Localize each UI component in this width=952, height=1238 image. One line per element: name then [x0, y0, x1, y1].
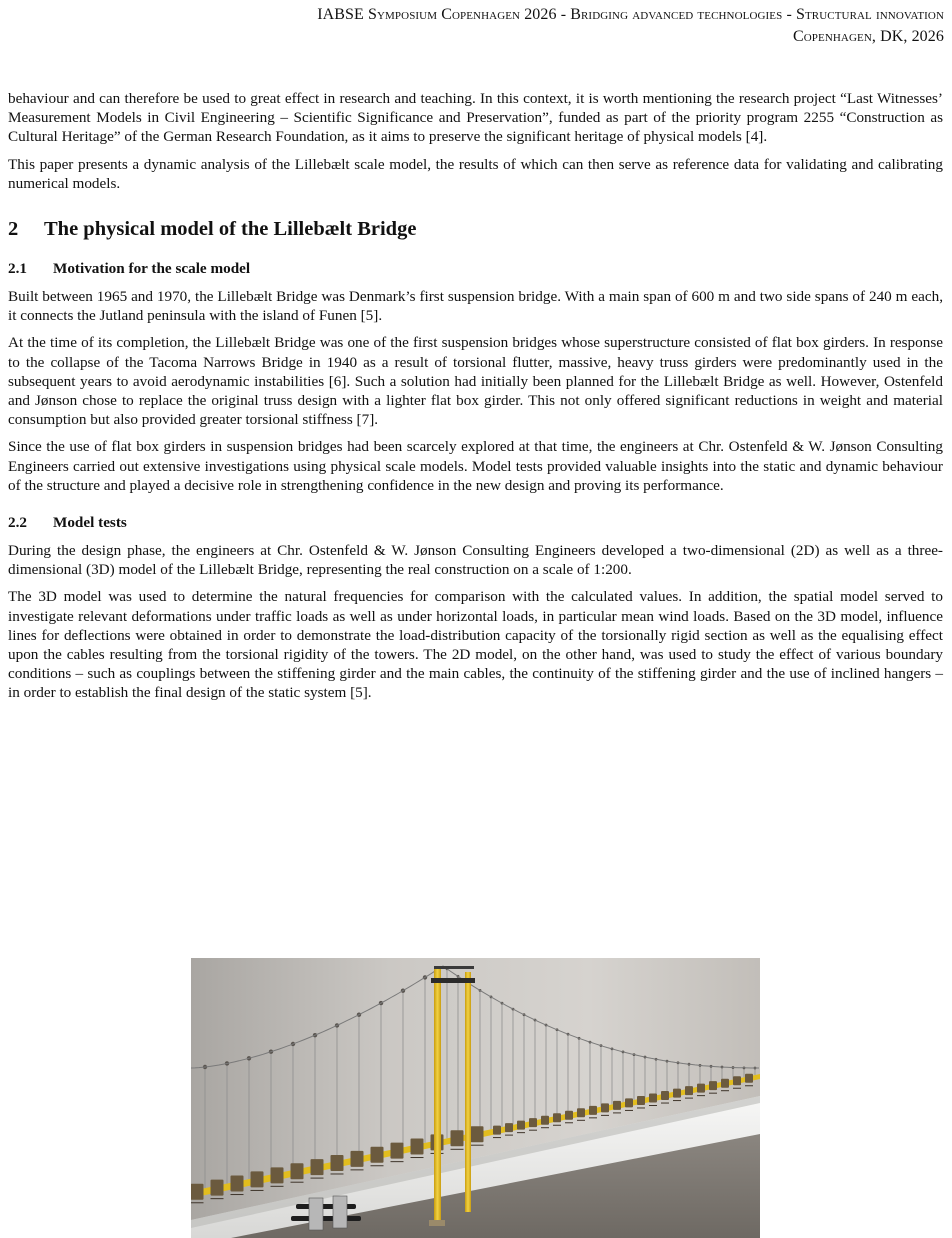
tower-foot-plate — [429, 1220, 445, 1226]
subsection-2-2-heading — [8, 513, 943, 532]
deck-cross-beam-24 — [601, 1103, 609, 1112]
deck-cross-beam-27 — [637, 1096, 645, 1105]
deck-cross-beam-34 — [721, 1079, 729, 1088]
figure-bridge-model-photo — [191, 958, 760, 1238]
deck-cross-beam-7 — [331, 1155, 344, 1171]
intro-paragraph-2: This paper presents a dynamic analysis of the Lillebælt scale model, the results of which can then serve as reference data for validating and calibrating numerical models. — [8, 155, 943, 192]
subsection-2-1-paragraph-3: Since the use of flat box girders in suspension bridges had been scarcely explored at that time, the engineers at Chr. Ostenfeld & W. Jønson Consulting Engineers carried out extensive investigations using physical scale models. Model tests provided valuable insights into the static and dynamic behaviour of the structure and played a decisive role in strengthening confidence in the new design and proving its performance. — [8, 438, 943, 494]
running-header — [8, 4, 944, 48]
deck-cross-beam-18 — [529, 1118, 537, 1127]
running-header-line-1: IABSE Symposium Copenhagen 2026 - Bridging advanced technologies - Structural innovation — [317, 6, 944, 23]
subsection-2-1-heading — [8, 259, 943, 278]
deck-cross-beam-25 — [613, 1101, 621, 1110]
deck-cross-beam-11 — [411, 1139, 424, 1155]
deck-cross-beam-13 — [451, 1130, 464, 1146]
deck-cross-beam-19 — [541, 1116, 549, 1125]
clamp-block-right — [333, 1196, 347, 1228]
deck-cross-beam-10 — [391, 1143, 404, 1159]
tower-leg-front — [434, 968, 441, 1226]
deck-cross-beam-32 — [697, 1084, 705, 1093]
paper-body — [8, 89, 943, 711]
deck-cross-beam-33 — [709, 1081, 717, 1090]
deck-cross-beam-4 — [271, 1167, 284, 1183]
deck-cross-beam-29 — [661, 1091, 669, 1100]
deck-cross-beam-2 — [231, 1176, 244, 1192]
subsection-2-1-title: Motivation for the scale model — [53, 260, 251, 278]
tower-leg-back — [465, 972, 471, 1212]
deck-cross-beam-36 — [745, 1074, 753, 1083]
deck-cross-beam-20 — [553, 1113, 561, 1122]
deck-cross-beam-35 — [733, 1076, 741, 1085]
deck-cross-beam-0 — [191, 1184, 204, 1200]
subsection-2-2-number: 2.2 — [8, 514, 27, 532]
deck-cross-beam-31 — [685, 1086, 693, 1095]
deck-cross-beam-6 — [311, 1159, 324, 1175]
deck-cross-beam-28 — [649, 1094, 657, 1103]
tower-top-crossbar — [431, 978, 475, 983]
deck-cross-beam-3 — [251, 1171, 264, 1187]
deck-cross-beam-16 — [505, 1123, 513, 1132]
running-header-line-2: Copenhagen, DK, 2026 — [792, 28, 944, 45]
bridge-model-photo — [191, 958, 760, 1238]
intro-paragraph-1: behaviour and can therefore be used to great effect in research and teaching. In this context, it is worth mentioning the research project “Last Witnesses’ Measurement Models in Civil Engineering – Scientific Significance and Preservation”, funded as part of the priority program 2255 “Construction as Cultural Heritage” of the German Research Foundation, as it aims to preserve the significant heritage of physical models [4]. — [8, 90, 943, 146]
tower-cap — [434, 966, 474, 969]
deck-cross-beam-22 — [577, 1108, 585, 1117]
deck-cross-beam-9 — [371, 1147, 384, 1163]
deck-cross-beam-21 — [565, 1111, 573, 1120]
deck-cross-beam-17 — [517, 1121, 525, 1130]
subsection-2-2-title: Model tests — [53, 514, 127, 532]
section-2-number: 2 — [8, 218, 19, 241]
subsection-2-1-paragraph-2: At the time of its completion, the Lillebælt Bridge was one of the first suspension bridges whose superstructure consisted of flat box girders. In response to the collapse of the Tacoma Narrows Bridge in 1940 as a result of torsional flutter, massive, heavy truss girders were predominantly used in the subsequent years to avoid aerodynamic instabilities [6]. Such a solution had initially been planned for the Lillebælt Bridge as well. However, Ostenfeld and Jønson chose to replace the original truss design with a lighter flat box girder. This not only offered significant reductions in weight and material consumption but also provided greater torsional stiffness [7]. — [8, 334, 943, 429]
section-2-title: The physical model of the Lillebælt Bridge — [44, 218, 417, 241]
clamp-rod-lower — [291, 1216, 361, 1221]
subsection-2-2-paragraph-1: During the design phase, the engineers at Chr. Ostenfeld & W. Jønson Consulting Engineers developed a two-dimensional (2D) as well as a three-dimensional (3D) model of the Lillebælt Bridge, representing the real construction on a scale of 1:200. — [8, 542, 943, 579]
deck-cross-beam-1 — [211, 1180, 224, 1196]
deck-cross-beam-14 — [471, 1126, 484, 1142]
deck-cross-beam-5 — [291, 1163, 304, 1179]
section-2-heading — [8, 217, 943, 241]
subsection-2-1-number: 2.1 — [8, 260, 27, 278]
subsection-2-1-paragraph-1: Built between 1965 and 1970, the Lillebælt Bridge was Denmark’s first suspension bridge. With a main span of 600 m and two side spans of 240 m each, it connects the Jutland peninsula with the island of Funen [5]. — [8, 288, 943, 325]
deck-cross-beam-30 — [673, 1089, 681, 1098]
subsection-2-2-paragraph-2: The 3D model was used to determine the natural frequencies for comparison with the calculated values. In addition, the spatial model served to investigate relevant deformations under traffic loads as well as under horizontal loads, in particular mean wind loads. Based on the 3D model, influence lines for deflections were obtained in order to demonstrate the load-distribution capacity of the torsionally rigid section as well as the equalising effect upon the cables resulting from the torsional rigidity of the towers. The 2D model, on the other hand, was used to study the effect of various boundary conditions – such as couplings between the stiffening girder and the main cables, the continuity of the stiffening girder and the use of inclined hangers – in order to establish the final design of the static system [5]. — [8, 588, 943, 702]
clamp-block-left — [309, 1198, 323, 1230]
deck-cross-beam-26 — [625, 1098, 633, 1107]
deck-cross-beam-8 — [351, 1151, 364, 1167]
deck-cross-beam-23 — [589, 1106, 597, 1115]
deck-cross-beam-15 — [493, 1126, 501, 1135]
